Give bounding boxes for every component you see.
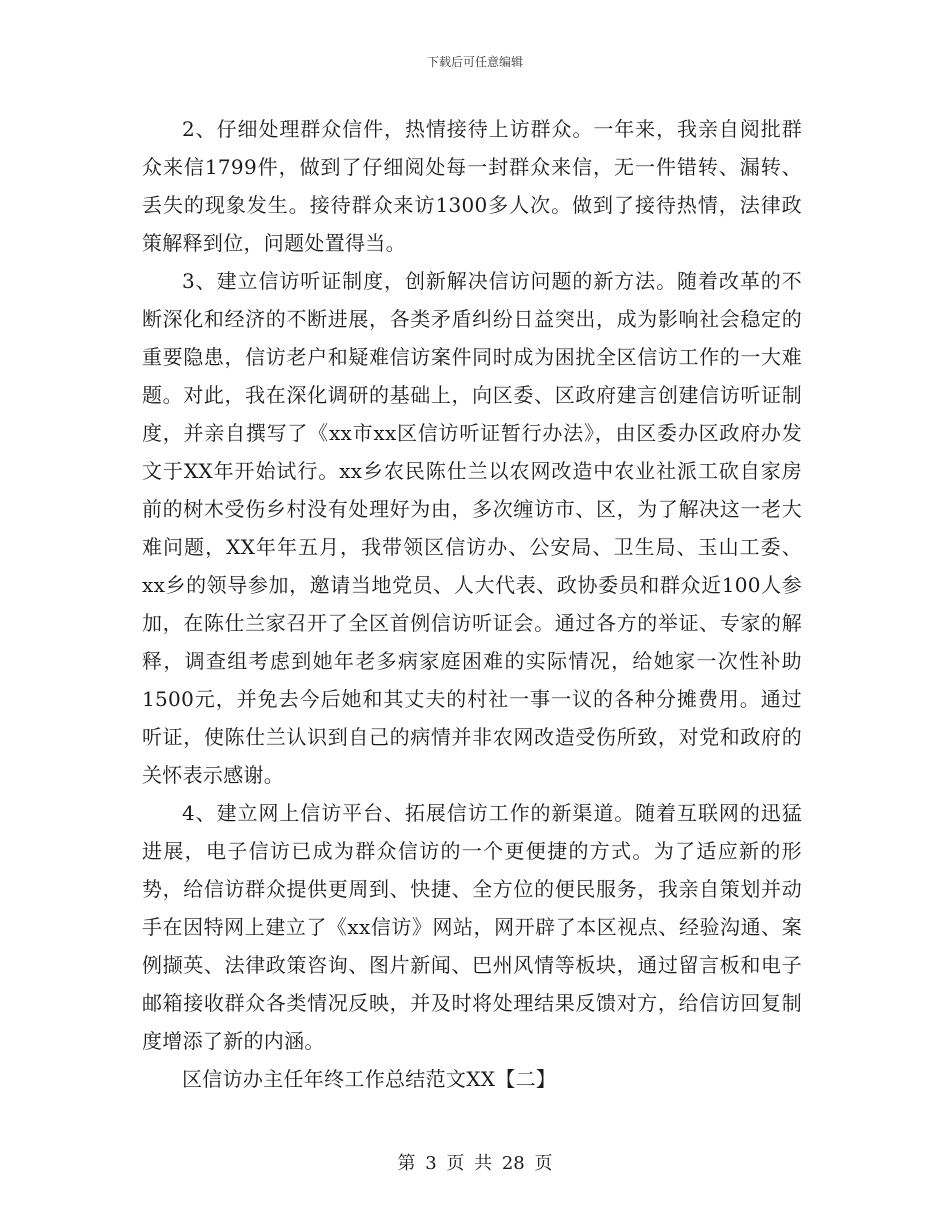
document-body — [142, 110, 802, 1098]
paragraph-item-4: 4、建立网上信访平台、拓展信访工作的新渠道。随着互联网的迅猛进展，电子信访已成为群众信访的一个更便捷的方式。为了适应新的形势，给信访群众提供更周到、快捷、全方位的便民服务，我亲自策划并动手在因特网上建立了《xx信访》网站，网开辟了本区视点、经验沟通、案例撷英、法律政策咨询、图片新闻、巴州风情等板块，通过留言板和电子邮箱接收群众各类情况反映，并及时将处理结果反馈对方，给信访回复制度增添了新的内涵。 — [142, 801, 802, 1053]
paragraph-item-3: 3、建立信访听证制度，创新解决信访问题的新方法。随着改革的不断深化和经济的不断进展，各类矛盾纠纷日益突出，成为影响社会稳定的重要隐患，信访老户和疑难信访案件同时成为困扰全区信访工作的一大难题。对此，我在深化调研的基础上，向区委、区政府建言创建信访听证制度，并亲自撰写了《xx市xx区信访听证暂行办法》，由区委办区政府办发文于XX年开始试行。xx乡农民陈仕兰以农网改造中农业社派工砍自家房前的树木受伤乡村没有处理好为由，多次缠访市、区，为了解决这一老大难问题，XX年年五月，我带领区信访办、公安局、卫生局、玉山工委、xx乡的领导参加，邀请当地党员、人大代表、政协委员和群众近100人参加，在陈仕兰家召开了全区首例信访听证会。通过各方的举证、专家的解释，调查组考虑到她年老多病家庭困难的实际情况，给她家一次性补助1500元，并免去今后她和其丈夫的村社一事一议的各种分摊费用。通过听证，使陈仕兰认识到自己的病情并非农网改造受伤所致，对党和政府的关怀表示感谢。 — [142, 269, 802, 787]
page-header: 下载后可任意编辑 — [426, 55, 523, 69]
section-heading: 区信访办主任年终工作总结范文XX【二】 — [182, 1067, 557, 1091]
page-number-footer: 第 3 页 共 28 页 — [397, 1153, 553, 1174]
paragraph-item-2: 2、仔细处理群众信件，热情接待上访群众。一年来，我亲自阅批群众来信1799件，做到了仔细阅处每一封群众来信，无一件错转、漏转、丢失的现象发生。接待群众来访1300多人次。做到了接待热情，法律政策解释到位，问题处置得当。 — [142, 117, 802, 255]
